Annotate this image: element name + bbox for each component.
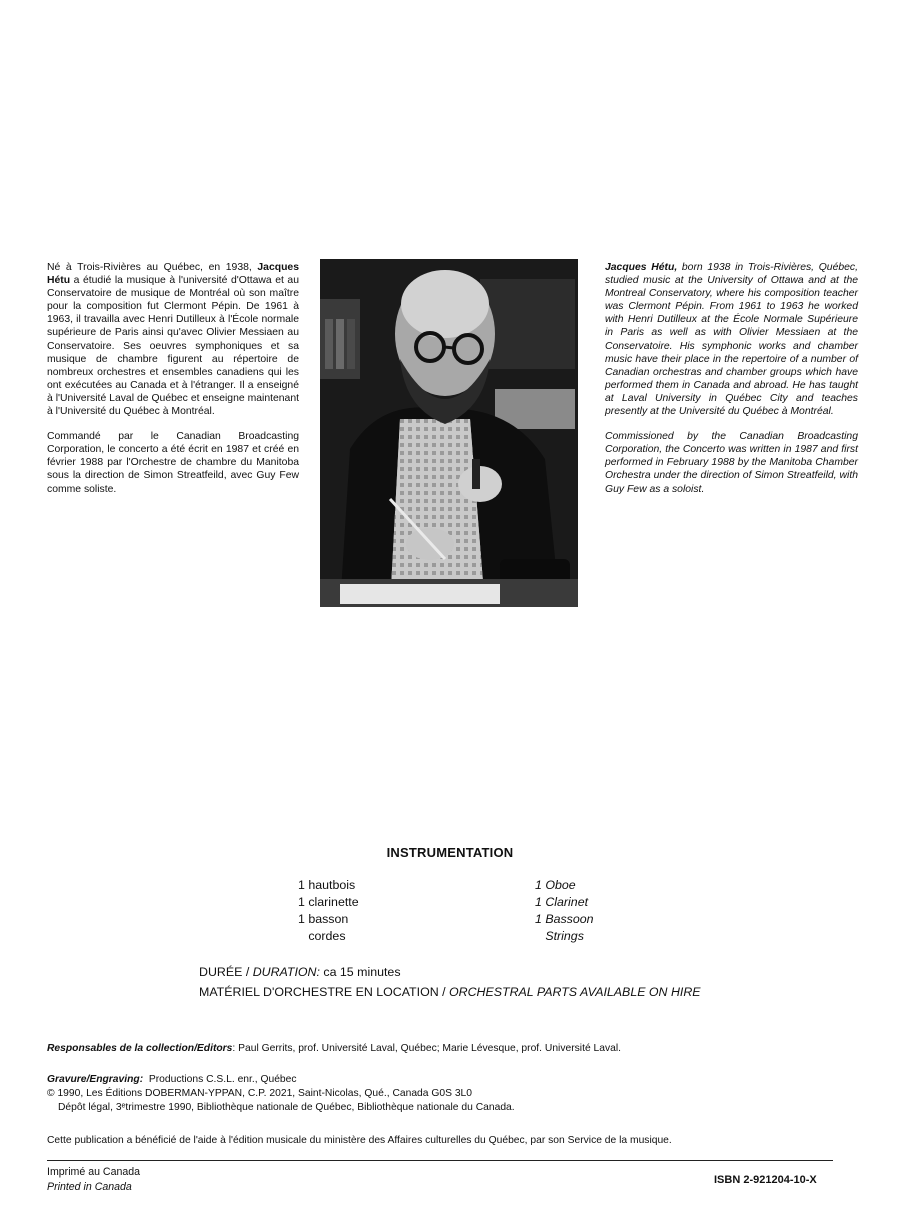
instrument-item: 1 Oboe [535,878,576,892]
instrumentation-title: INSTRUMENTATION [386,845,514,860]
instrument-item: 1 basson [298,912,349,926]
bio-fr-intro: Né à Trois-Rivières au Québec, en 1938, [47,262,258,273]
duration-line [199,962,701,982]
instrument-list-french [298,877,359,945]
bio-en-paragraph-1 [605,261,858,418]
duration-label-en: DURATION: [252,965,320,979]
printed-fr: Imprimé au Canada [47,1166,141,1178]
duration-label-fr: DURÉE / [199,965,253,979]
isbn: ISBN 2-921204-10-X [714,1174,817,1186]
engraving-label: Gravure/Engraving: [47,1074,144,1085]
editors-credit [47,1042,621,1056]
instrument-item: cordes [298,929,346,943]
composer-name-en: Jacques Hétu, [605,262,678,273]
editors-label: Responsables de la collection/Editors [47,1043,233,1054]
instrument-item: Strings [535,929,584,943]
copyright-notice: © 1990, Les Éditions DOBERMAN-YPPAN, C.P. 2021, Saint-Nicolas, Qué., Canada G0S 3L0 [47,1088,473,1099]
publication-support-note: Cette publication a bénéficié de l'aide à l'édition musicale du ministère des Affaires culturelles du Québec, par son Service de la musique. [47,1135,672,1146]
composer-photo [320,259,578,607]
instrument-list-english [535,877,594,945]
editors-text: : Paul Gerrits, prof. Université Laval, Québec; Marie Lévesque, prof. Université Laval. [232,1043,622,1054]
instrument-item: 1 hautbois [298,878,356,892]
biography-french [47,261,299,508]
footer-divider [47,1160,833,1161]
legal-deposit: Dépôt légal, 3ᵉtrimestre 1990, Bibliothèque nationale de Québec, Bibliothèque nationale du Canada. [58,1102,515,1113]
bio-fr-paragraph-2: Commandé par le Canadian Broadcasting Corporation, le concerto a été écrit en 1987 et créé en février 1988 par l'Orchestre de chambre du Manitoba sous la direction de Simon Streatfeild, avec Guy Few comme soliste. [47,431,299,495]
bio-fr-body: a étudié la musique à l'université d'Ottawa et au Conservatoire de musique de Montréal où son maître pour la composition fut Clermont Pépin. De 1961 à 1963, il travailla avec Henri Dutilleux à l'École normale supérieure de Paris ainsi qu'avec Olivier Messiaen au Conservatoire. Ses oeuvres symphoniques et sa musique de chambre figurent au répertoire de nombreux orchestres et ensembles canadiens qui les ont exécutées au Canada et à l'étranger. Il a enseigné à l'Université Laval de Québec et enseigne maintenant à l'Université du Québec à Montréal. [47,275,299,418]
printed-in [47,1165,140,1195]
duration-block [199,962,701,1002]
parts-fr: MATÉRIEL D'ORCHESTRE EN LOCATION / [199,985,449,999]
instrument-item: 1 Bassoon [535,912,594,926]
parts-en: ORCHESTRAL PARTS AVAILABLE ON HIRE [448,985,701,999]
composer-portrait-image [320,259,578,607]
composer-name-fr: Jacques Hétu [47,262,299,287]
printed-en: Printed in Canada [47,1181,132,1193]
instrument-item: 1 Clarinet [535,895,589,909]
orchestral-parts-line [199,982,701,1002]
engraving-text: Productions C.S.L. enr., Québec [143,1074,297,1085]
bio-en-body: born 1938 in Trois-Rivières, Québec, studied music at the University of Ottawa and at the Montreal Conservatory, where his composition teacher was Clermont Pépin. From 1961 to 1963 he worked with Henri Dutilleux at the École Normale Supérieure in Paris as well as with Olivier Messiaen at the Conservatoire. His symphonic works and chamber music have their place in the repertoire of a number of Canadian orchestras and chamber groups which have performed them in Canada and abroad. He has taught at Laval University in Québec City and teaches presently at the Université du Québec à Montréal. [605,262,858,418]
biography-english [605,261,858,508]
bio-en-paragraph-2: Commissioned by the Canadian Broadcasting Corporation, the Concerto was written in 1987 and first performed in February 1988 by the Manitoba Chamber Orchestra under the direction of Simon Streatfeild, with Guy Few as a soloist. [605,431,858,495]
bio-fr-paragraph-1 [47,261,299,418]
duration-value: ca 15 minutes [319,965,401,979]
instrument-item: 1 clarinette [298,895,359,909]
engraving-credit [47,1073,297,1087]
